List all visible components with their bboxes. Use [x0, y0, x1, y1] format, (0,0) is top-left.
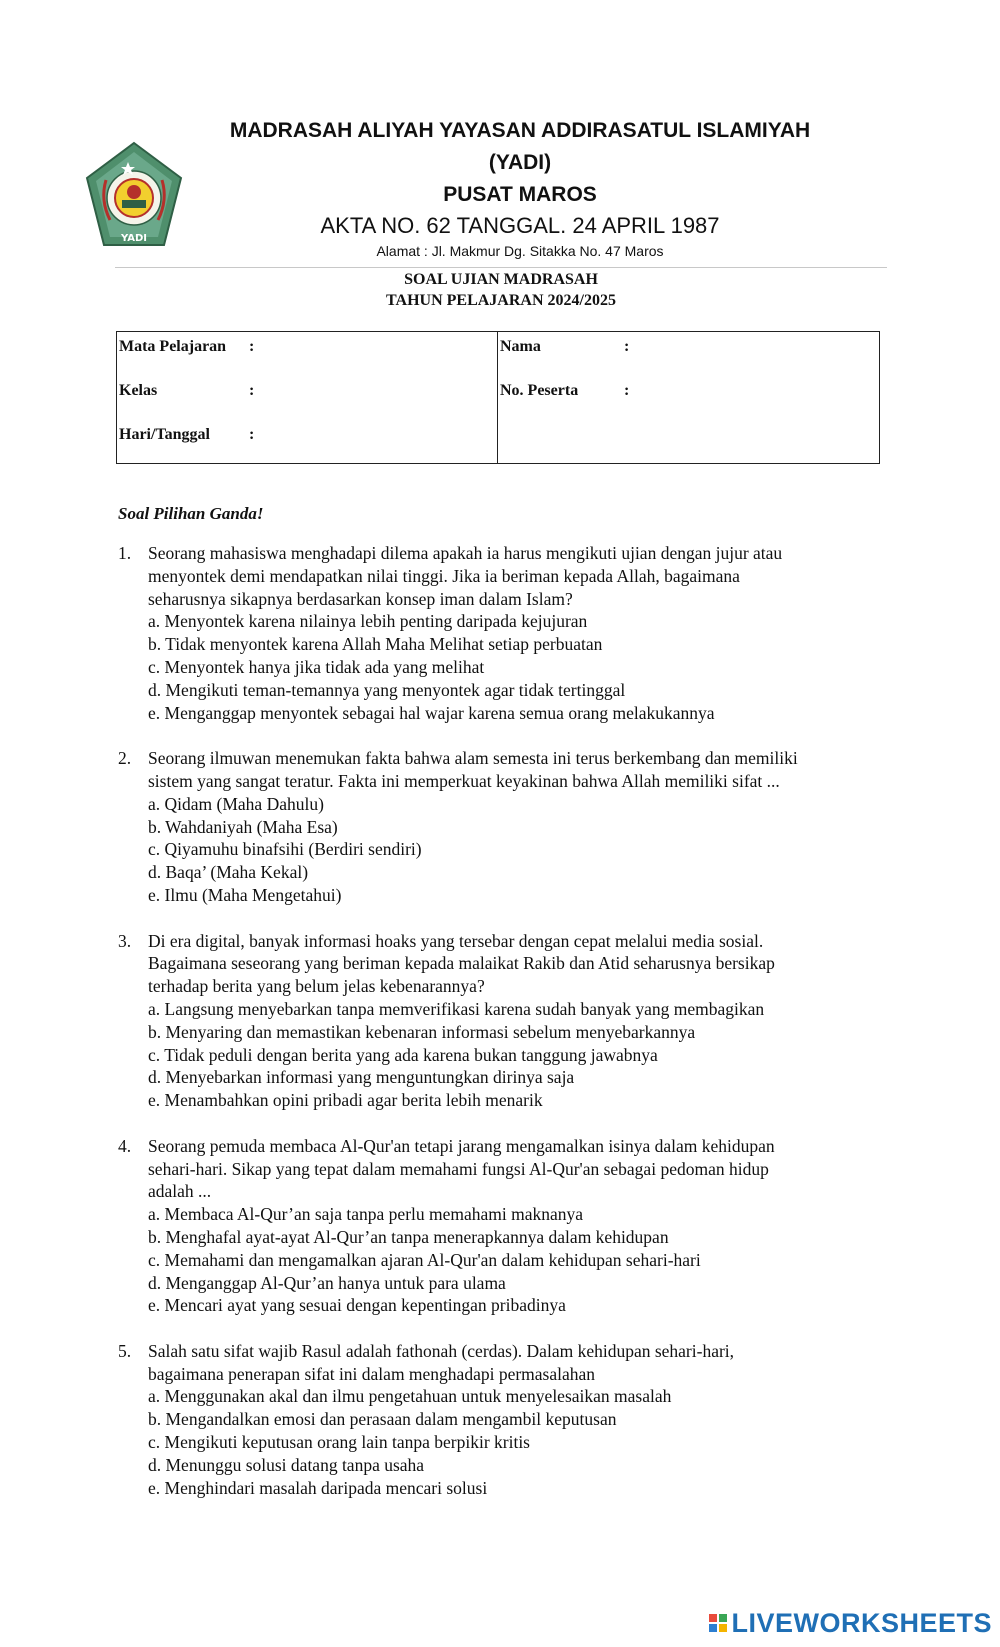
- option-b: b. Menyaring dan memastikan kebenaran informasi sebelum menyebarkannya: [148, 1021, 696, 1042]
- question-text-line: seharusnya sikapnya berdasarkan konsep iman dalam Islam?: [148, 588, 573, 609]
- identity-left-column: [117, 332, 498, 463]
- option-e: e. Mencari ayat yang sesuai dengan kepentingan pribadinya: [148, 1295, 566, 1316]
- option-e: e. Menganggap menyontek sebagai hal wajar karena semua orang melakukannya: [148, 702, 715, 723]
- header-divider: [115, 267, 887, 268]
- option-d: d. Baqa’ (Maha Kekal): [148, 862, 309, 883]
- question-text-line: Bagaimana seseorang yang beriman kepada malaikat Rakib dan Atid seharusnya bersikap: [148, 953, 775, 974]
- question-text-line: Salah satu sifat wajib Rasul adalah fathonah (cerdas). Dalam kehidupan sehari-hari,: [148, 1340, 735, 1361]
- question-number: 5.: [118, 1340, 132, 1361]
- option-c: c. Tidak peduli dengan berita yang ada karena bukan tanggung jawabnya: [148, 1044, 658, 1065]
- option-b: b. Mengandalkan emosi dan perasaan dalam mengambil keputusan: [148, 1409, 617, 1430]
- option-a: a. Menyontek karena nilainya lebih penting daripada kejujuran: [148, 611, 588, 632]
- option-e: e. Menghindari masalah daripada mencari solusi: [148, 1477, 488, 1498]
- question-list: [118, 542, 898, 1522]
- option-c: c. Mengikuti keputusan orang lain tanpa berpikir kritis: [148, 1432, 530, 1453]
- address-line: Alamat : Jl. Makmur Dg. Sitakka No. 47 Maros: [376, 243, 664, 259]
- question-text-line: Seorang ilmuwan menemukan fakta bahwa alam semesta ini terus berkembang dan memiliki: [148, 748, 798, 769]
- question-text-line: terhadap berita yang belum jelas kebenarannya?: [148, 976, 485, 997]
- option-b: b. Tidak menyontek karena Allah Maha Melihat setiap perbuatan: [148, 634, 603, 655]
- option-e: e. Ilmu (Maha Mengetahui): [148, 884, 342, 905]
- option-a: a. Langsung menyebarkan tanpa memverifikasi karena sudah banyak yang membagikan: [148, 998, 765, 1019]
- question-text-line: adalah ...: [148, 1181, 212, 1202]
- question-text-line: Seorang mahasiswa menghadapi dilema apakah ia harus mengikuti ujian dengan jujur atau: [148, 543, 783, 563]
- school-name-line3: PUSAT MAROS: [443, 183, 597, 206]
- option-a: a. Menggunakan akal dan ilmu pengetahuan untuk menyelesaikan masalah: [148, 1386, 672, 1407]
- school-header: [190, 115, 850, 261]
- question-text-line: Seorang pemuda membaca Al-Qur'an tetapi jarang mengamalkan isinya dalam kehidupan: [148, 1135, 775, 1156]
- option-e: e. Menambahkan opini pribadi agar berita lebih menarik: [148, 1090, 543, 1111]
- question-number: 2.: [118, 748, 132, 769]
- question-1: [118, 542, 898, 724]
- option-d: d. Menunggu solusi datang tanpa usaha: [148, 1454, 425, 1475]
- question-3: [118, 930, 898, 1112]
- identity-table: [116, 331, 880, 464]
- akta-line: AKTA NO. 62 TANGGAL. 24 APRIL 1987: [320, 213, 720, 238]
- field-nama: Nama :: [500, 338, 630, 355]
- option-a: a. Membaca Al-Qur’an saja tanpa perlu memahami maknanya: [148, 1204, 584, 1225]
- field-mata-pelajaran: Mata Pelajaran :: [119, 338, 255, 355]
- option-b: b. Wahdaniyah (Maha Esa): [148, 816, 338, 837]
- option-c: c. Qiyamuhu binafsihi (Berdiri sendiri): [148, 839, 422, 860]
- liveworksheets-icon: [709, 1614, 727, 1632]
- question-text-line: bagaimana penerapan sifat ini dalam menghadapi permasalahan: [148, 1363, 596, 1384]
- question-number: 4.: [118, 1135, 132, 1156]
- option-a: a. Qidam (Maha Dahulu): [148, 793, 324, 814]
- field-hari-tanggal: Hari/Tanggal :: [119, 426, 255, 443]
- school-name-line1: MADRASAH ALIYAH YAYASAN ADDIRASATUL ISLAMIYAH: [229, 119, 811, 142]
- question-text-line: sistem yang sangat teratur. Fakta ini memperkuat keyakinan bahwa Allah memiliki sifat ...: [148, 770, 780, 791]
- question-number: 1.: [118, 543, 132, 563]
- identity-right-column: [498, 332, 879, 463]
- question-4: [118, 1135, 898, 1317]
- liveworksheets-wordmark: LIVEWORKSHEETS: [731, 1608, 992, 1638]
- option-d: d. Mengikuti teman-temannya yang menyontek agar tidak tertinggal: [148, 679, 626, 700]
- question-text-line: Di era digital, banyak informasi hoaks yang tersebar dengan cepat melalui media sosial.: [148, 930, 764, 951]
- field-no-peserta: No. Peserta :: [500, 382, 630, 399]
- option-b: b. Menghafal ayat-ayat Al-Qur’an tanpa menerapkannya dalam kehidupan: [148, 1226, 669, 1247]
- liveworksheets-logo: [709, 1609, 992, 1637]
- logo-text: YADI: [120, 233, 148, 244]
- school-name-line2: (YADI): [488, 151, 552, 174]
- field-kelas: Kelas :: [119, 382, 255, 399]
- question-text-line: menyontek demi mendapatkan nilai tinggi. Jika ia beriman kepada Allah, bagaimana: [148, 565, 740, 586]
- option-d: d. Menyebarkan informasi yang menguntungkan dirinya saja: [148, 1067, 575, 1088]
- exam-year: TAHUN PELAJARAN 2024/2025: [386, 292, 616, 309]
- option-d: d. Menganggap Al-Qur’an hanya untuk para ulama: [148, 1272, 506, 1293]
- question-number: 3.: [118, 930, 132, 951]
- section-title: Soal Pilihan Ganda!: [118, 504, 264, 523]
- option-c: c. Memahami dan mengamalkan ajaran Al-Qur'an dalam kehidupan sehari-hari: [148, 1249, 701, 1270]
- question-text-line: sehari-hari. Sikap yang tepat dalam memahami fungsi Al-Qur'an sebagai pedoman hidup: [148, 1158, 769, 1179]
- question-2: [118, 747, 898, 907]
- question-5: [118, 1340, 898, 1500]
- school-logo: [84, 140, 184, 252]
- exam-title: SOAL UJIAN MADRASAH: [404, 271, 598, 288]
- option-c: c. Menyontek hanya jika tidak ada yang melihat: [148, 656, 485, 677]
